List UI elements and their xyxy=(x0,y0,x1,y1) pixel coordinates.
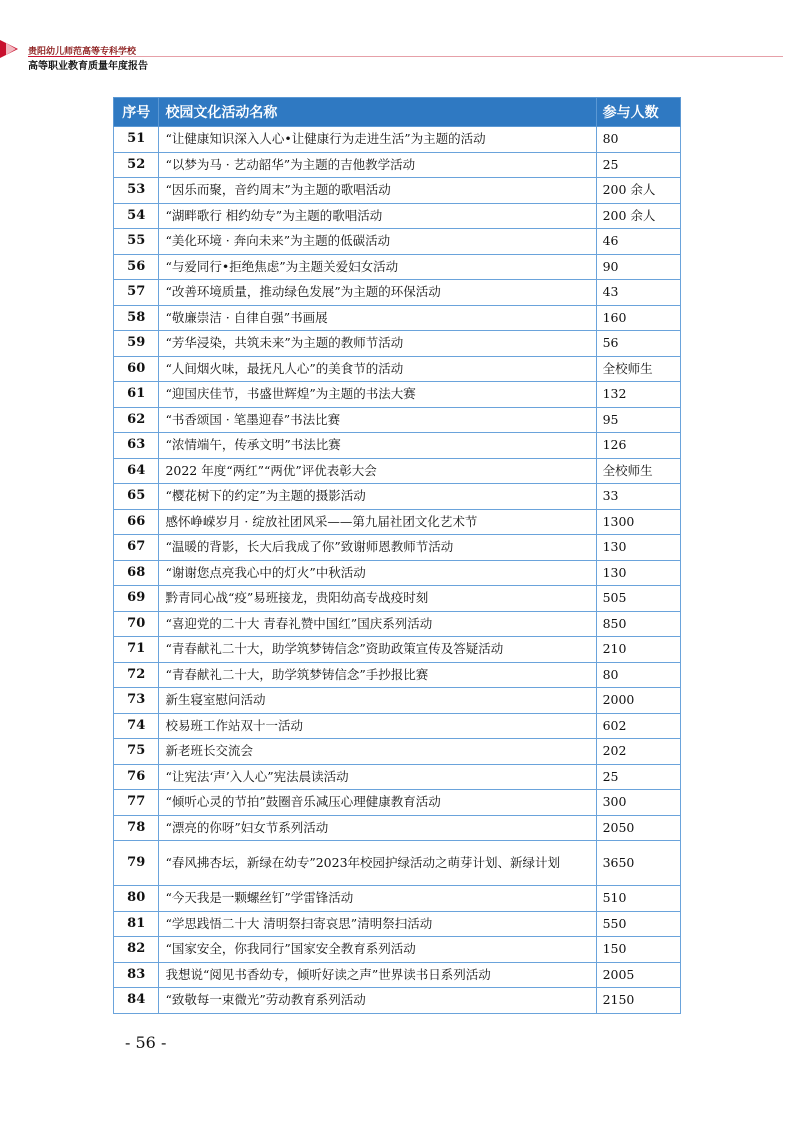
row-number: 84 xyxy=(114,988,159,1014)
table-row xyxy=(114,637,681,663)
participant-count: 510 xyxy=(596,886,680,912)
table-row xyxy=(114,790,681,816)
activities-table xyxy=(113,97,681,1014)
row-number: 56 xyxy=(114,254,159,280)
participant-count: 160 xyxy=(596,305,680,331)
row-number: 58 xyxy=(114,305,159,331)
table-row xyxy=(114,886,681,912)
participant-count: 300 xyxy=(596,790,680,816)
row-number: 62 xyxy=(114,407,159,433)
activity-name: 新老班长交流会 xyxy=(159,739,596,765)
row-number: 63 xyxy=(114,433,159,459)
activity-name: “让宪法‘声’入人心”宪法晨读活动 xyxy=(159,764,596,790)
activity-name: “敬廉崇洁 · 自律自强”书画展 xyxy=(159,305,596,331)
table-row xyxy=(114,433,681,459)
participant-count: 2150 xyxy=(596,988,680,1014)
row-number: 61 xyxy=(114,382,159,408)
row-number: 70 xyxy=(114,611,159,637)
table-row xyxy=(114,911,681,937)
participant-count: 602 xyxy=(596,713,680,739)
participant-count: 43 xyxy=(596,280,680,306)
activity-name: “春风拂杏坛，新绿在幼专”2023年校园护绿活动之萌芽计划、新绿计划 xyxy=(159,841,596,886)
table-row xyxy=(114,127,681,153)
participant-count: 2005 xyxy=(596,962,680,988)
table-row xyxy=(114,254,681,280)
table-row xyxy=(114,841,681,886)
row-number: 75 xyxy=(114,739,159,765)
table-row xyxy=(114,586,681,612)
activity-name: “湖畔歌行 相约幼专”为主题的歌唱活动 xyxy=(159,203,596,229)
row-number: 77 xyxy=(114,790,159,816)
participant-count: 33 xyxy=(596,484,680,510)
header-participants: 参与人数 xyxy=(596,98,680,127)
row-number: 81 xyxy=(114,911,159,937)
activity-name: 2022 年度“两红”“两优”评优表彰大会 xyxy=(159,458,596,484)
participant-count: 25 xyxy=(596,764,680,790)
participant-count: 505 xyxy=(596,586,680,612)
row-number: 51 xyxy=(114,127,159,153)
row-number: 55 xyxy=(114,229,159,255)
table-row xyxy=(114,739,681,765)
activity-name: “因乐而聚，音约周末”为主题的歌唱活动 xyxy=(159,178,596,204)
table-row xyxy=(114,988,681,1014)
activity-name: “美化环境 · 奔向未来”为主题的低碳活动 xyxy=(159,229,596,255)
row-number: 66 xyxy=(114,509,159,535)
participant-count: 200 余人 xyxy=(596,203,680,229)
participant-count: 全校师生 xyxy=(596,458,680,484)
table-row xyxy=(114,937,681,963)
participant-count: 46 xyxy=(596,229,680,255)
activity-name: “温暖的背影，长大后我成了你”致谢师恩教师节活动 xyxy=(159,535,596,561)
participant-count: 202 xyxy=(596,739,680,765)
activity-name: “倾听心灵的节拍”鼓圈音乐减压心理健康教育活动 xyxy=(159,790,596,816)
row-number: 80 xyxy=(114,886,159,912)
row-number: 78 xyxy=(114,815,159,841)
row-number: 72 xyxy=(114,662,159,688)
row-number: 79 xyxy=(114,841,159,886)
participant-count: 90 xyxy=(596,254,680,280)
participant-count: 95 xyxy=(596,407,680,433)
activity-name: “青春献礼二十大，助学筑梦铸信念”资助政策宣传及答疑活动 xyxy=(159,637,596,663)
participant-count: 132 xyxy=(596,382,680,408)
activity-name: “浓情端午，传承文明”书法比赛 xyxy=(159,433,596,459)
participant-count: 2000 xyxy=(596,688,680,714)
table-header-row xyxy=(114,98,681,127)
row-number: 53 xyxy=(114,178,159,204)
row-number: 74 xyxy=(114,713,159,739)
table-row xyxy=(114,229,681,255)
activity-name: “今天我是一颗螺丝钉”学雷锋活动 xyxy=(159,886,596,912)
table-row xyxy=(114,688,681,714)
table-row xyxy=(114,382,681,408)
activity-name: “喜迎党的二十大 青春礼赞中国红”国庆系列活动 xyxy=(159,611,596,637)
participant-count: 550 xyxy=(596,911,680,937)
row-number: 57 xyxy=(114,280,159,306)
table-row xyxy=(114,764,681,790)
row-number: 71 xyxy=(114,637,159,663)
row-number: 76 xyxy=(114,764,159,790)
activity-name: “漂亮的你呀”妇女节系列活动 xyxy=(159,815,596,841)
table-row xyxy=(114,815,681,841)
table-row xyxy=(114,484,681,510)
participant-count: 56 xyxy=(596,331,680,357)
activity-name: 我想说“阅见书香幼专，倾听好读之声”世界读书日系列活动 xyxy=(159,962,596,988)
participant-count: 150 xyxy=(596,937,680,963)
header-rule-accent xyxy=(120,56,783,57)
row-number: 60 xyxy=(114,356,159,382)
row-number: 83 xyxy=(114,962,159,988)
table-row xyxy=(114,356,681,382)
header-activity-name: 校园文化活动名称 xyxy=(159,98,596,127)
table-row xyxy=(114,305,681,331)
participant-count: 全校师生 xyxy=(596,356,680,382)
activity-name: 新生寝室慰问活动 xyxy=(159,688,596,714)
participant-count: 2050 xyxy=(596,815,680,841)
activity-name: “学思践悟二十大 清明祭扫寄哀思”清明祭扫活动 xyxy=(159,911,596,937)
row-number: 68 xyxy=(114,560,159,586)
table-row xyxy=(114,178,681,204)
table-row xyxy=(114,509,681,535)
report-title: 高等职业教育质量年度报告 xyxy=(28,61,148,72)
participant-count: 200 余人 xyxy=(596,178,680,204)
activity-name: 校易班工作站双十一活动 xyxy=(159,713,596,739)
activity-name: “樱花树下的约定”为主题的摄影活动 xyxy=(159,484,596,510)
participant-count: 126 xyxy=(596,433,680,459)
row-number: 69 xyxy=(114,586,159,612)
table-row xyxy=(114,152,681,178)
participant-count: 1300 xyxy=(596,509,680,535)
participant-count: 210 xyxy=(596,637,680,663)
participant-count: 850 xyxy=(596,611,680,637)
activity-name: “国家安全，你我同行”国家安全教育系列活动 xyxy=(159,937,596,963)
header-logo-accent xyxy=(6,43,16,55)
school-name: 贵阳幼儿师范高等专科学校 xyxy=(28,47,137,57)
table-row xyxy=(114,203,681,229)
activity-name: “青春献礼二十大，助学筑梦铸信念”手抄报比赛 xyxy=(159,662,596,688)
table-row xyxy=(114,458,681,484)
row-number: 64 xyxy=(114,458,159,484)
table-row xyxy=(114,280,681,306)
page-number: - 56 - xyxy=(125,1033,167,1052)
table-row xyxy=(114,962,681,988)
activity-name: “人间烟火味，最抚凡人心”的美食节的活动 xyxy=(159,356,596,382)
table-row xyxy=(114,535,681,561)
participant-count: 80 xyxy=(596,662,680,688)
activity-name: “致敬每一束微光”劳动教育系列活动 xyxy=(159,988,596,1014)
activity-name: “书香颂国 · 笔墨迎春”书法比赛 xyxy=(159,407,596,433)
participant-count: 130 xyxy=(596,535,680,561)
row-number: 73 xyxy=(114,688,159,714)
table-row xyxy=(114,662,681,688)
activity-name: 黔青同心战“疫”易班接龙，贵阳幼高专战疫时刻 xyxy=(159,586,596,612)
participant-count: 80 xyxy=(596,127,680,153)
table-row xyxy=(114,713,681,739)
table-row xyxy=(114,560,681,586)
row-number: 65 xyxy=(114,484,159,510)
activity-name: “改善环境质量，推动绿色发展”为主题的环保活动 xyxy=(159,280,596,306)
activity-name: “以梦为马 · 艺动韶华”为主题的吉他教学活动 xyxy=(159,152,596,178)
activity-name: “迎国庆佳节，书盛世辉煌”为主题的书法大赛 xyxy=(159,382,596,408)
activity-name: “与爱同行•拒绝焦虑”为主题关爱妇女活动 xyxy=(159,254,596,280)
table-row xyxy=(114,331,681,357)
activity-name: “让健康知识深入人心•让健康行为走进生活”为主题的活动 xyxy=(159,127,596,153)
row-number: 54 xyxy=(114,203,159,229)
activity-name: “芳华浸染，共筑未来”为主题的教师节活动 xyxy=(159,331,596,357)
activity-name: “谢谢您点亮我心中的灯火”中秋活动 xyxy=(159,560,596,586)
participant-count: 25 xyxy=(596,152,680,178)
table-row xyxy=(114,611,681,637)
participant-count: 3650 xyxy=(596,841,680,886)
table-row xyxy=(114,407,681,433)
header-number: 序号 xyxy=(114,98,159,127)
row-number: 82 xyxy=(114,937,159,963)
activity-name: 感怀峥嵘岁月 · 绽放社团风采——第九届社团文化艺术节 xyxy=(159,509,596,535)
row-number: 59 xyxy=(114,331,159,357)
row-number: 67 xyxy=(114,535,159,561)
participant-count: 130 xyxy=(596,560,680,586)
row-number: 52 xyxy=(114,152,159,178)
page-header xyxy=(0,0,793,72)
